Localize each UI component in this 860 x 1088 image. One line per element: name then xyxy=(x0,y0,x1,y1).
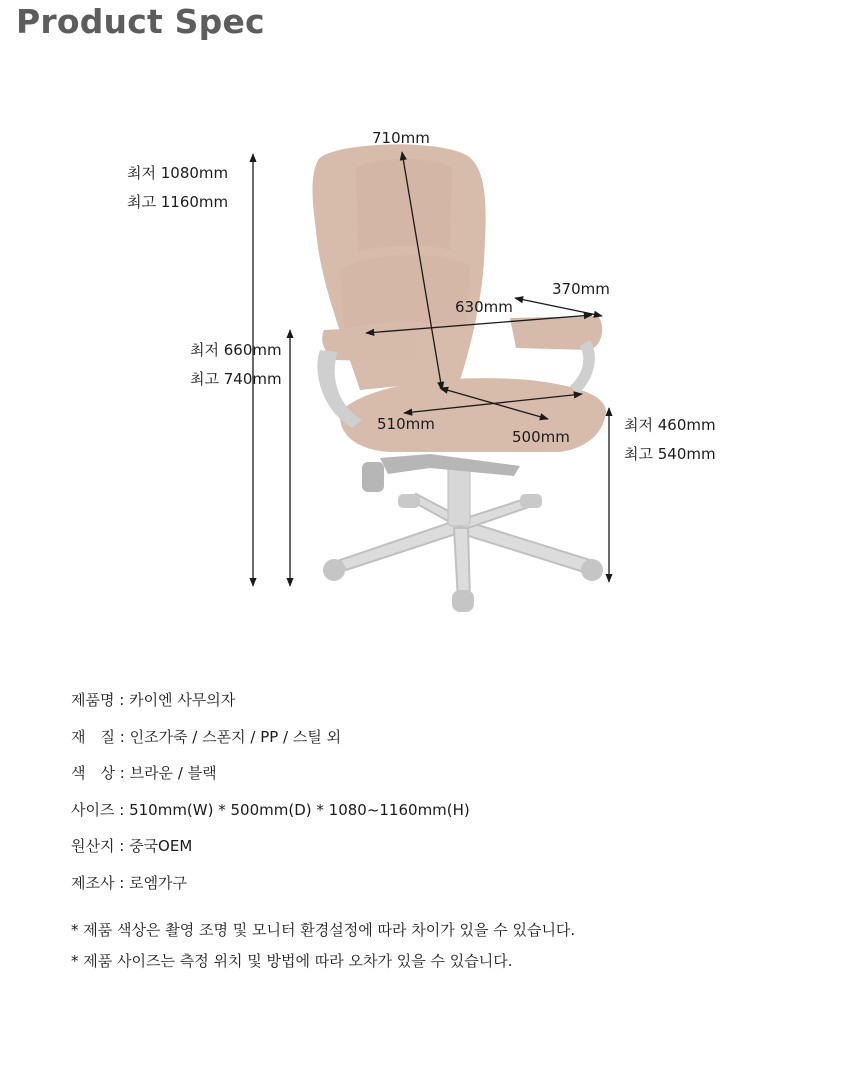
seat-depth-label: 500mm xyxy=(512,428,570,446)
arm-height-label: 최저 660mm 최고 740mm xyxy=(190,341,282,388)
page-title: Product Spec xyxy=(16,2,265,41)
note-color: * 제품 색상은 촬영 조명 및 모니터 환경설정에 따라 차이가 있을 수 있습니다. xyxy=(71,921,576,939)
arm-length-label: 370mm xyxy=(552,280,610,298)
spec-row-color: 색 상 : 브라운 / 블랙 xyxy=(71,764,217,782)
spec-row-name: 제품명 : 카이엔 사무의자 xyxy=(71,691,236,709)
arm-width-label: 630mm xyxy=(455,298,513,316)
back-height-label: 710mm xyxy=(372,129,430,147)
note-size: * 제품 사이즈는 측정 위치 및 방법에 따라 오차가 있을 수 있습니다. xyxy=(71,952,513,970)
spec-row-material: 재 질 : 인조가죽 / 스폰지 / PP / 스틸 외 xyxy=(71,727,342,746)
notes xyxy=(71,915,575,977)
seat-height-label: 최저 460mm 최고 540mm xyxy=(624,416,716,463)
chair-image xyxy=(313,144,607,612)
spec-row-origin: 원산지 : 중국OEM xyxy=(71,837,193,855)
seat-width-label: 510mm xyxy=(377,415,435,433)
spec-list xyxy=(71,682,470,901)
spec-row-size: 사이즈 : 510mm(W) * 500mm(D) * 1080~1160mm(H) xyxy=(71,800,470,819)
spec-row-maker: 제조사 : 로엠가구 xyxy=(71,873,188,892)
total-height-label: 최저 1080mm 최고 1160mm xyxy=(127,164,229,211)
